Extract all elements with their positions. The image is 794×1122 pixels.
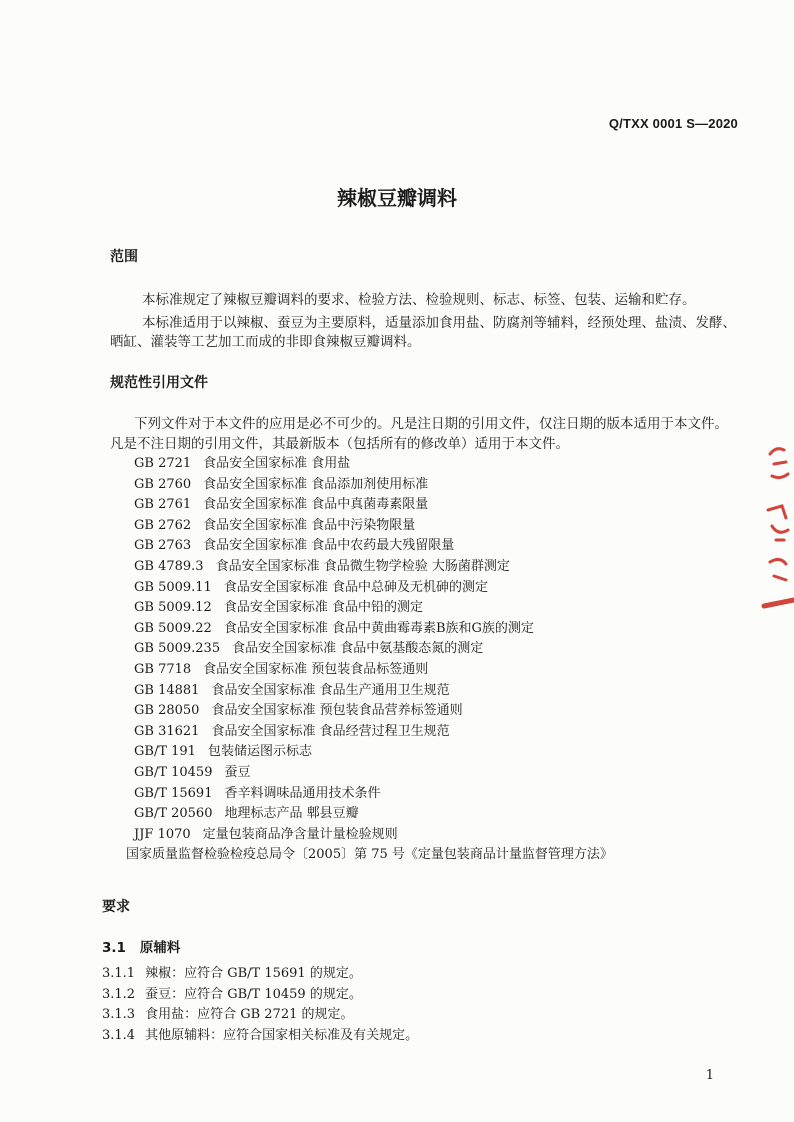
reference-name: 食品安全国家标准 预包装食品标签通则 xyxy=(203,661,429,677)
reference-name: 香辛料调味品通用技术条件 xyxy=(224,785,381,801)
reference-item xyxy=(134,784,613,805)
reference-code: GB 5009.22 xyxy=(134,620,212,636)
scope-paragraph-2-line-1: 本标准适用于以辣椒、蚕豆为主要原料，适量添加食用盐、防腐剂等辅料，经预处理、盐渍、发酵、 xyxy=(142,315,736,331)
standard-code: Q/TXX 0001 S—2020 xyxy=(608,116,738,131)
reference-code: GB 2721 xyxy=(134,456,192,471)
reference-name: 国家质量监督检验检疫总局令〔2005〕第 75 号《定量包装商品计量监督管理方法》 xyxy=(126,847,613,863)
reference-code: GB 2760 xyxy=(134,476,192,492)
reference-name: 包装储运图示标志 xyxy=(207,744,312,760)
reference-item xyxy=(134,536,613,557)
reference-code: GB 2761 xyxy=(134,497,192,513)
references-intro-line-2: 凡是不注日期的引用文件，其最新版本（包括所有的修改单）适用于本文件。 xyxy=(110,436,569,452)
scope-paragraph-2-line-2: 晒缸、灌装等工艺加工而成的非即食辣椒豆瓣调料。 xyxy=(110,334,421,350)
reference-name: 食品安全国家标准 食用盐 xyxy=(203,456,351,471)
reference-name: 食品安全国家标准 食品经营过程卫生规范 xyxy=(211,723,450,739)
reference-name: 食品安全国家标准 食品中农药最大残留限量 xyxy=(203,538,455,554)
requirement-text: 辣椒：应符合 GB/T 15691 的规定。 xyxy=(145,966,362,981)
requirement-text: 食用盐：应符合 GB 2721 的规定。 xyxy=(145,1007,354,1023)
subsection-number: 3.1 xyxy=(102,940,126,956)
reference-code: GB 5009.12 xyxy=(134,600,212,616)
reference-code: GB/T 20560 xyxy=(134,806,213,822)
requirement-item xyxy=(102,964,418,985)
requirement-item xyxy=(102,1026,418,1047)
requirements-heading: 要求 xyxy=(102,899,130,915)
reference-item xyxy=(134,598,613,619)
reference-item xyxy=(134,681,613,702)
reference-item xyxy=(134,639,613,660)
reference-code: GB 31621 xyxy=(134,723,200,739)
reference-item xyxy=(134,742,613,763)
reference-item xyxy=(134,722,613,743)
reference-name: 定量包装商品净含量计量检验规则 xyxy=(202,826,398,842)
seal-stamp-fragment xyxy=(754,430,794,620)
reference-code: GB 4789.3 xyxy=(134,558,204,574)
reference-code: GB 28050 xyxy=(134,703,200,719)
scope-heading: 范围 xyxy=(110,249,138,265)
page-number: 1 xyxy=(705,1068,714,1083)
references-heading: 规范性引用文件 xyxy=(110,375,208,391)
subsection-title: 原辅料 xyxy=(139,940,181,956)
reference-name: 食品安全国家标准 食品微生物学检验 大肠菌群测定 xyxy=(215,558,510,574)
reference-name: 蚕豆 xyxy=(224,764,251,780)
reference-item xyxy=(134,825,613,846)
reference-code: GB 2762 xyxy=(134,517,192,533)
requirement-text: 其他原辅料：应符合国家相关标准及有关规定。 xyxy=(145,1027,419,1043)
reference-name: 食品安全国家标准 食品中氨基酸态氮的测定 xyxy=(232,641,484,657)
subsection-heading xyxy=(102,936,180,956)
reference-item xyxy=(134,763,613,784)
reference-item xyxy=(134,557,613,578)
reference-item xyxy=(134,454,613,475)
requirements-list xyxy=(102,964,418,1046)
reference-code: GB/T 15691 xyxy=(134,785,213,801)
reference-code: GB 14881 xyxy=(134,682,200,698)
reference-name: 食品安全国家标准 食品中真菌毒素限量 xyxy=(203,497,429,513)
requirement-number: 3.1.3 xyxy=(102,1007,136,1023)
reference-code: GB 5009.235 xyxy=(134,641,221,657)
reference-code: GB 7718 xyxy=(134,661,192,677)
reference-name: 地理标志产品 郫县豆瓣 xyxy=(224,806,359,822)
requirement-item xyxy=(102,1005,418,1026)
reference-name: 食品安全国家标准 食品生产通用卫生规范 xyxy=(211,682,450,698)
requirement-text: 蚕豆：应符合 GB/T 10459 的规定。 xyxy=(145,986,362,1002)
reference-code: GB/T 191 xyxy=(134,744,196,760)
reference-name: 食品安全国家标准 食品添加剂使用标准 xyxy=(203,476,429,492)
reference-name: 食品安全国家标准 食品中铅的测定 xyxy=(223,600,423,616)
reference-code: GB/T 10459 xyxy=(134,764,213,780)
requirement-item xyxy=(102,985,418,1006)
reference-item xyxy=(134,516,613,537)
reference-name: 食品安全国家标准 预包装食品营养标签通则 xyxy=(211,703,463,719)
reference-name: 食品安全国家标准 食品中污染物限量 xyxy=(203,517,416,533)
requirement-number: 3.1.4 xyxy=(102,1027,136,1043)
reference-item xyxy=(134,619,613,640)
requirement-number: 3.1.1 xyxy=(102,966,136,981)
reference-item xyxy=(126,845,613,866)
reference-item xyxy=(134,660,613,681)
reference-code: GB 2763 xyxy=(134,538,192,554)
reference-name: 食品安全国家标准 食品中总砷及无机砷的测定 xyxy=(223,579,488,595)
reference-item xyxy=(134,495,613,516)
reference-item xyxy=(134,701,613,722)
scope-paragraph-1: 本标准规定了辣椒豆瓣调料的要求、检验方法、检验规则、标志、标签、包装、运输和贮存。 xyxy=(142,292,696,308)
reference-code: GB 5009.11 xyxy=(134,579,212,595)
references-intro-line-1: 下列文件对于本文件的应用是必不可少的。凡是注日期的引用文件，仅注日期的版本适用于本文件。 xyxy=(134,416,728,432)
requirement-number: 3.1.2 xyxy=(102,986,136,1002)
reference-code: JJF 1070 xyxy=(134,826,191,842)
document-title: 辣椒豆瓣调料 xyxy=(337,186,457,210)
reference-list xyxy=(126,454,613,866)
reference-item xyxy=(134,578,613,599)
reference-item xyxy=(134,804,613,825)
reference-name: 食品安全国家标准 食品中黄曲霉毒素B族和G族的测定 xyxy=(223,620,534,636)
reference-item xyxy=(134,475,613,496)
